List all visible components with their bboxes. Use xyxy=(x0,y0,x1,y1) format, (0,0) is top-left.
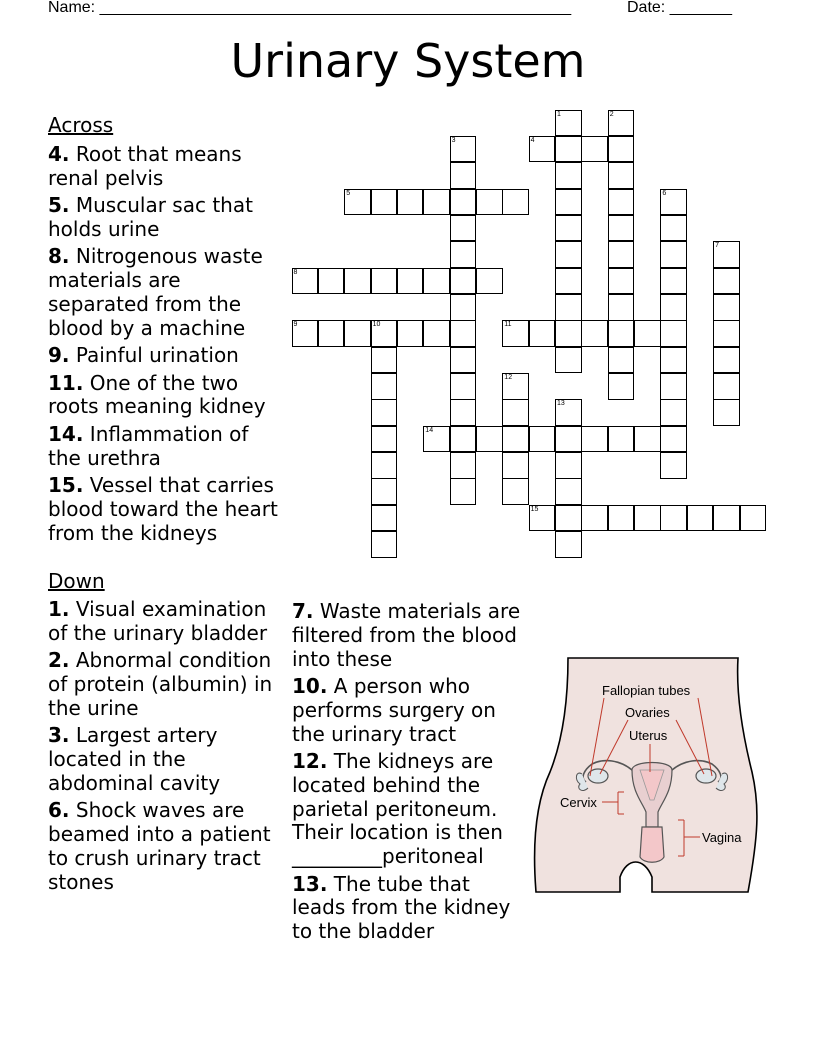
crossword-cell[interactable] xyxy=(608,373,635,400)
clue-number: 5. xyxy=(48,193,70,218)
cell-number: 1 xyxy=(557,110,561,118)
crossword-cell[interactable] xyxy=(318,320,345,347)
clue-item xyxy=(48,724,284,795)
crossword-cell[interactable] xyxy=(555,452,582,479)
crossword-cell[interactable] xyxy=(423,320,450,347)
cell-number: 3 xyxy=(451,136,456,144)
crossword-cell[interactable] xyxy=(581,426,608,453)
crossword-cell[interactable] xyxy=(450,478,477,505)
cell-number: 12 xyxy=(504,374,513,381)
cell-number: 15 xyxy=(530,505,539,513)
crossword-cell[interactable] xyxy=(581,505,608,532)
crossword-cell[interactable] xyxy=(555,189,582,216)
crossword-cell[interactable] xyxy=(423,189,450,216)
crossword-cell[interactable] xyxy=(660,320,687,347)
crossword-cell[interactable] xyxy=(608,189,635,216)
crossword-cell[interactable] xyxy=(502,373,529,400)
crossword-cell[interactable] xyxy=(660,215,687,242)
clue-item xyxy=(292,600,528,671)
crossword-cell[interactable] xyxy=(660,294,687,321)
crossword-cell[interactable] xyxy=(450,268,477,295)
crossword-cell[interactable] xyxy=(476,268,503,295)
cervix-label: Cervix xyxy=(560,795,597,810)
crossword-cell[interactable] xyxy=(634,505,661,532)
crossword-cell[interactable] xyxy=(371,426,398,453)
crossword-cell[interactable] xyxy=(529,505,556,532)
clue-text: Nitrogenous waste materials are separated from the blood by a machine xyxy=(48,244,263,340)
cell-number: 14 xyxy=(425,426,434,434)
crossword-cell[interactable] xyxy=(371,189,398,216)
crossword-cell[interactable] xyxy=(608,215,635,242)
cell-number: 5 xyxy=(346,189,351,197)
crossword-cell[interactable] xyxy=(502,399,529,426)
crossword-cell[interactable] xyxy=(555,136,582,163)
page-title: Urinary System xyxy=(230,34,586,88)
crossword-cell[interactable] xyxy=(713,241,740,268)
crossword-cell[interactable] xyxy=(660,505,687,532)
crossword-cell[interactable] xyxy=(660,347,687,374)
clue-number: 4. xyxy=(48,142,70,166)
crossword-cell[interactable] xyxy=(502,426,529,453)
across-heading: Across xyxy=(48,113,114,137)
clue-item xyxy=(48,799,284,894)
clue-text: Largest artery located in the abdominal cavity xyxy=(48,723,221,795)
crossword-cell[interactable] xyxy=(371,478,398,505)
crossword-cell[interactable] xyxy=(450,136,477,163)
crossword-cell[interactable] xyxy=(608,320,635,347)
clue-text: A person who performs surgery on the urinary tract xyxy=(292,673,496,746)
crossword-cell[interactable] xyxy=(318,268,345,295)
crossword-cell[interactable] xyxy=(555,162,582,189)
crossword-cell[interactable] xyxy=(344,268,371,295)
crossword-cell[interactable] xyxy=(450,347,477,374)
ovaries-label: Ovaries xyxy=(625,705,670,720)
clue-item xyxy=(48,344,280,368)
vagina-label: Vagina xyxy=(702,830,742,845)
crossword-cell[interactable] xyxy=(292,268,319,295)
crossword-cell[interactable] xyxy=(555,215,582,242)
crossword-cell[interactable] xyxy=(397,268,424,295)
clue-number: 10. xyxy=(292,673,328,698)
crossword-cell[interactable] xyxy=(713,373,740,400)
crossword-cell[interactable] xyxy=(529,426,556,453)
crossword-cell[interactable] xyxy=(397,320,424,347)
crossword-cell[interactable] xyxy=(713,320,740,347)
crossword-cell[interactable] xyxy=(371,347,398,374)
crossword-cell[interactable] xyxy=(450,215,477,242)
right-ovary xyxy=(696,769,716,783)
clue-number: 3. xyxy=(48,723,70,748)
clue-number: 9. xyxy=(48,343,70,368)
crossword-cell[interactable] xyxy=(450,426,477,453)
crossword-cell[interactable] xyxy=(660,426,687,453)
crossword-cell[interactable] xyxy=(740,505,767,532)
crossword-cell[interactable] xyxy=(371,505,398,532)
crossword-cell[interactable] xyxy=(608,241,635,268)
name-line: _____________________________________________________ xyxy=(99,0,572,16)
crossword-cell[interactable] xyxy=(608,162,635,189)
crossword-cell[interactable] xyxy=(660,399,687,426)
cell-number: 8 xyxy=(293,268,298,276)
crossword-cell[interactable] xyxy=(397,189,424,216)
crossword-cell[interactable] xyxy=(476,189,503,216)
crossword-cell[interactable] xyxy=(634,320,661,347)
down-clue-list-col2 xyxy=(292,600,528,948)
crossword-cell[interactable] xyxy=(450,373,477,400)
crossword-cell[interactable] xyxy=(687,505,714,532)
clue-number: 1. xyxy=(48,597,70,621)
across-clue-list xyxy=(48,143,280,549)
crossword-cell[interactable] xyxy=(608,426,635,453)
cell-number: 10 xyxy=(372,321,381,329)
clue-item xyxy=(48,649,284,720)
crossword-cell[interactable] xyxy=(660,189,687,216)
crossword-cell[interactable] xyxy=(713,294,740,321)
clue-text: One of the two roots meaning kidney xyxy=(48,370,266,419)
crossword-cell[interactable] xyxy=(608,136,635,163)
crossword-cell[interactable] xyxy=(502,320,529,347)
crossword-cell[interactable] xyxy=(581,320,608,347)
crossword-cell[interactable] xyxy=(423,268,450,295)
name-label: Name: xyxy=(48,0,96,16)
crossword-cell[interactable] xyxy=(371,268,398,295)
clue-item xyxy=(292,750,528,869)
clue-item xyxy=(48,598,284,646)
crossword-cell[interactable] xyxy=(423,426,450,453)
clue-text: Shock waves are beamed into a patient to crush urinary tract stones xyxy=(48,798,271,894)
crossword-cell[interactable] xyxy=(555,110,582,137)
crossword-cell[interactable] xyxy=(713,399,740,426)
crossword-cell[interactable] xyxy=(555,268,582,295)
crossword-cell[interactable] xyxy=(502,452,529,479)
clue-text: Inflammation of the urethra xyxy=(48,421,249,470)
crossword-cell[interactable] xyxy=(529,320,556,347)
crossword-cell[interactable] xyxy=(344,320,371,347)
crossword-cell[interactable] xyxy=(292,320,319,347)
crossword-cell[interactable] xyxy=(555,294,582,321)
cell-number: 9 xyxy=(293,321,298,329)
clue-text: Root that means renal pelvis xyxy=(48,142,242,190)
clue-text: Vessel that carries blood toward the heart from the kidneys xyxy=(48,472,278,545)
crossword-cell[interactable] xyxy=(713,268,740,295)
clue-number: 13. xyxy=(292,871,328,896)
crossword-cell[interactable] xyxy=(555,478,582,505)
crossword-cell[interactable] xyxy=(371,531,398,558)
clue-text: Abnormal condition of protein (albumin) in the urine xyxy=(48,648,273,720)
crossword-cell[interactable] xyxy=(581,136,608,163)
crossword-cell[interactable] xyxy=(371,320,398,347)
clue-number: 7. xyxy=(292,599,314,623)
cell-number: 7 xyxy=(715,242,719,250)
crossword-cell[interactable] xyxy=(450,399,477,426)
crossword-cell[interactable] xyxy=(555,399,582,426)
crossword-cell[interactable] xyxy=(713,347,740,374)
clue-number: 2. xyxy=(48,648,70,673)
clue-number: 6. xyxy=(48,798,70,823)
female-reproductive-diagram xyxy=(532,652,772,897)
crossword-cell[interactable] xyxy=(555,426,582,453)
clue-number: 11. xyxy=(48,370,84,395)
crossword-cell[interactable] xyxy=(450,452,477,479)
date-label: Date: xyxy=(627,0,666,16)
crossword-cell[interactable] xyxy=(450,189,477,216)
cell-number: 2 xyxy=(609,110,614,118)
vagina-shape xyxy=(640,827,664,862)
crossword-cell[interactable] xyxy=(555,241,582,268)
clue-number: 14. xyxy=(48,421,84,446)
clue-text: Waste materials are filtered from the blood into these xyxy=(292,599,521,671)
fallopian-tubes-label: Fallopian tubes xyxy=(602,683,691,698)
clue-item xyxy=(48,194,280,242)
clue-text: The tube that leads from the kidney to the bladder xyxy=(292,871,511,944)
crossword-cell[interactable] xyxy=(608,110,635,137)
crossword-cell[interactable] xyxy=(634,426,661,453)
crossword-cell[interactable] xyxy=(608,347,635,374)
crossword-cell[interactable] xyxy=(660,373,687,400)
crossword-cell[interactable] xyxy=(502,478,529,505)
crossword-cell[interactable] xyxy=(713,505,740,532)
clue-number: 12. xyxy=(292,748,328,773)
crossword-cell[interactable] xyxy=(660,268,687,295)
crossword-cell[interactable] xyxy=(450,320,477,347)
crossword-cell[interactable] xyxy=(476,426,503,453)
uterus-label: Uterus xyxy=(629,728,668,743)
clue-item xyxy=(48,143,280,191)
crossword-cell[interactable] xyxy=(555,531,582,558)
crossword-cell[interactable] xyxy=(660,452,687,479)
clue-item xyxy=(48,245,280,340)
clue-item xyxy=(292,873,528,944)
down-clue-list-col1 xyxy=(48,598,284,898)
crossword-cell[interactable] xyxy=(555,320,582,347)
crossword-cell[interactable] xyxy=(608,505,635,532)
crossword-cell[interactable] xyxy=(608,268,635,295)
crossword-cell[interactable] xyxy=(371,399,398,426)
clue-item xyxy=(48,423,280,471)
crossword-cell[interactable] xyxy=(529,136,556,163)
date-line: _______ xyxy=(669,0,732,16)
crossword-cell[interactable] xyxy=(450,162,477,189)
cell-number: 6 xyxy=(662,189,667,197)
date-field[interactable] xyxy=(627,0,732,17)
crossword-cell[interactable] xyxy=(608,294,635,321)
clue-text: Muscular sac that holds urine xyxy=(48,193,253,241)
crossword-cell[interactable] xyxy=(660,241,687,268)
clue-number: 8. xyxy=(48,244,70,269)
crossword-cell[interactable] xyxy=(450,241,477,268)
crossword-cell[interactable] xyxy=(344,189,371,216)
clue-item xyxy=(48,372,280,420)
cell-number: 13 xyxy=(557,400,565,408)
down-heading: Down xyxy=(48,569,105,593)
crossword-cell[interactable] xyxy=(502,189,529,216)
clue-item xyxy=(48,474,280,545)
crossword-cell[interactable] xyxy=(555,347,582,374)
cell-number: 4 xyxy=(530,136,535,144)
crossword-cell[interactable] xyxy=(555,505,582,532)
clue-item xyxy=(292,675,528,746)
clue-number: 15. xyxy=(48,472,84,497)
crossword-cell[interactable] xyxy=(450,294,477,321)
crossword-cell[interactable] xyxy=(371,373,398,400)
name-field[interactable] xyxy=(48,0,571,17)
clue-text: The kidneys are located behind the parietal peritoneum. Their location is then _________peritoneal xyxy=(292,748,503,869)
clue-text: Visual examination of the urinary bladder xyxy=(48,597,268,645)
crossword-cell[interactable] xyxy=(371,452,398,479)
clue-text: Painful urination xyxy=(75,343,239,368)
cell-number: 11 xyxy=(504,321,512,329)
